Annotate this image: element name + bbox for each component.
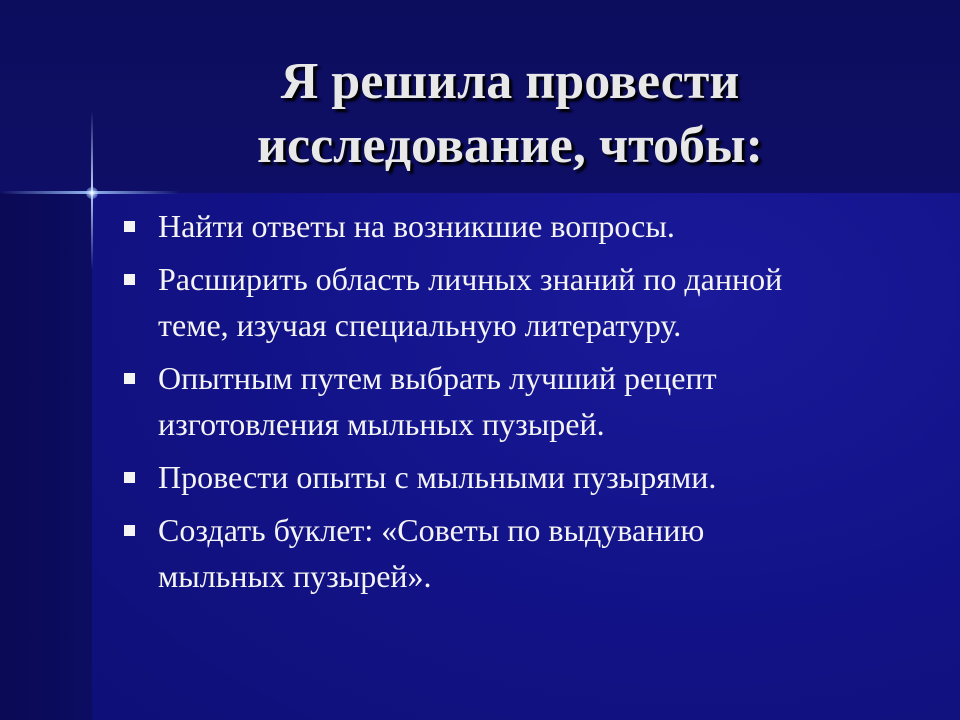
bullet-text-line: теме, изучая специальную литературу. [158,307,682,343]
slide-title-line: исследование, чтобы: [257,117,763,174]
bullet-item [122,355,922,447]
bullet-item [122,256,922,348]
square-bullet-icon [124,472,135,483]
bullet-list [122,203,922,606]
bullet-text-line: Создать буклет: «Советы по выдуванию [158,512,705,548]
bullet-text-line: Найти ответы на возникшие вопросы. [158,208,675,244]
slide-title [60,50,960,178]
square-bullet-icon [124,221,135,232]
slide-title-line: Я решила провести [280,53,740,110]
square-bullet-icon [124,525,135,536]
bullet-text-line: изготовления мыльных пузырей. [158,406,605,442]
bullet-item [122,507,922,599]
bullet-text-line: Провести опыты с мыльными пузырями. [158,459,717,495]
bullet-text-line: Опытным путем выбрать лучший рецепт [158,360,717,396]
left-band [0,193,92,720]
sparkle-star-icon [86,187,98,199]
bullet-item [122,454,922,500]
bullet-text-line: мыльных пузырей». [158,558,432,594]
square-bullet-icon [124,373,135,384]
bullet-item [122,203,922,249]
bullet-text-line: Расширить область личных знаний по данной [158,261,783,297]
square-bullet-icon [124,274,135,285]
